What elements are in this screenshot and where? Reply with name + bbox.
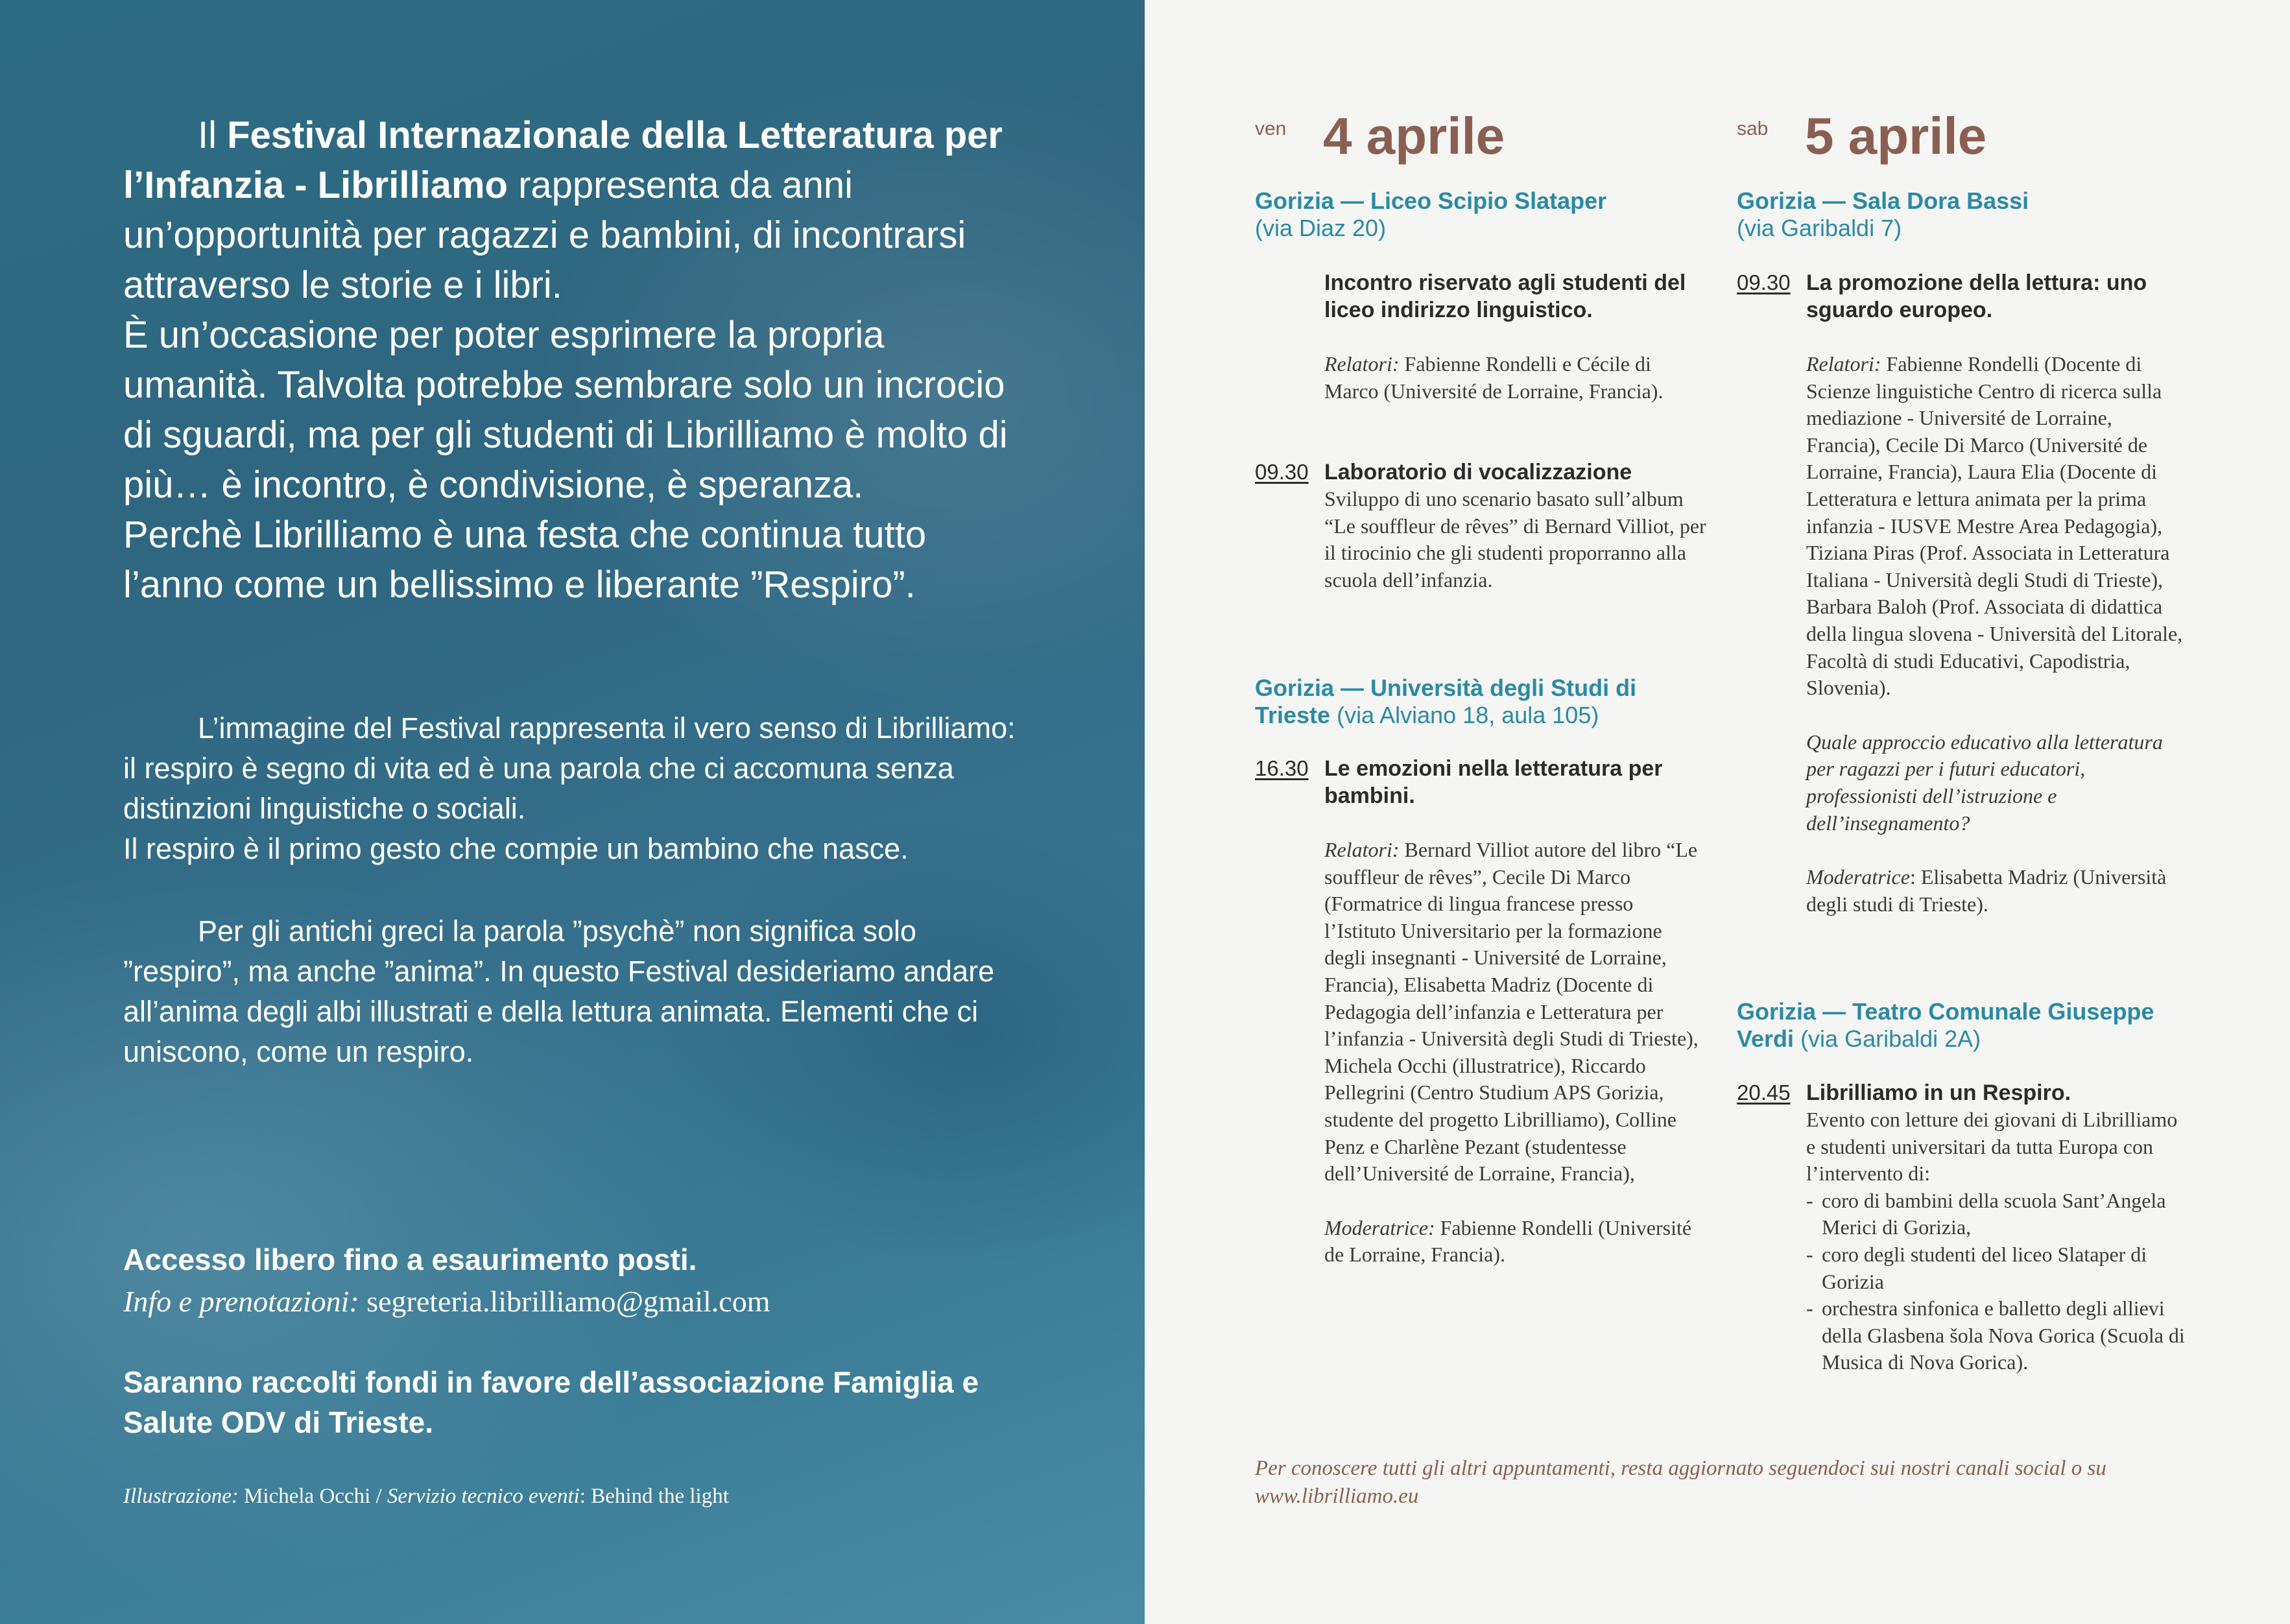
footer-note: Per conoscere tutti gli altri appuntamenti, resta aggiornato seguendoci sui nostri canali social o su www.librilliamo.eu <box>1255 1457 2106 1508</box>
event-title: Laboratorio di vocalizzazione <box>1324 460 1632 484</box>
credits <box>123 1482 1064 1511</box>
venue-heading <box>1255 187 1696 242</box>
intro-paragraph <box>123 110 1031 610</box>
event-speakers <box>1324 351 1707 405</box>
day-title: 4 aprile <box>1323 107 1505 165</box>
intro-line3: Perchè Librilliamo è una festa che continua tutto l’anno come un bellissimo e liberante ”Respiro”. <box>123 514 927 606</box>
event-moderator <box>1806 864 2189 918</box>
intro-rest: rappresenta da anni un’opportunità per ragazzi e bambini, di incontrarsi attraverso le storie e i libri. <box>123 164 966 306</box>
event-title: La promozione della lettura: uno sguardo europeo. <box>1806 270 2147 322</box>
speakers-text: Fabienne Rondelli e Cécile di Marco (Université de Lorraine, Francia). <box>1324 352 1664 403</box>
event-description: Evento con letture dei giovani di Librilliamo e studenti universitari da tutta Europa con l’intervento di: <box>1806 1108 2178 1186</box>
venue-heading <box>1255 675 1696 729</box>
event-time: 09.30 <box>1737 270 1791 294</box>
list-item: - orchestra sinfonica e balletto degli allievi della Glasbena šola Nova Gorica (Scuola di Musica di Nova Gorica). <box>1806 1295 2189 1376</box>
day-title: 5 aprile <box>1805 107 1987 165</box>
event-title: Incontro riservato agli studenti del liceo indirizzo linguistico. <box>1324 270 1686 322</box>
event-body <box>1324 755 1707 1269</box>
tech-service-label: Servizio tecnico eventi <box>387 1485 580 1508</box>
intro-line2: È un’occasione per poter esprimere la propria umanità. Talvolta potrebbe sembrare solo un incrocio di sguardi, ma per gli studenti di Librilliamo è molto di più… è incontro, è condivisione, è speranza. <box>123 314 1008 506</box>
speakers-label: Relatori: <box>1806 352 1881 376</box>
venue-name: Gorizia — Liceo Scipio Slataper <box>1255 187 1607 214</box>
question-text: Quale approccio educativo alla letteratura per ragazzi per i futuri educatori, professionisti dell’istruzione e dell’insegnamento? <box>1806 730 2163 835</box>
event-speakers <box>1806 351 2189 702</box>
event-time: 20.45 <box>1737 1081 1791 1105</box>
day-abbr: ven <box>1255 118 1287 139</box>
psyche-text: Per gli antichi greci la parola ”psychè” non significa solo ”respiro”, ma anche ”anima”. In questo Festival desideriamo andare all’anima degli albi illustrati e della lettura animata. Elementi che ci uniscono, come un respiro. <box>123 914 995 1068</box>
event-description: Sviluppo di uno scenario basato sull’album “Le souffleur de rêves” di Bernard Villiot, per il tirocinio che gli studenti proporranno alla scuola dell’infanzia. <box>1324 487 1706 591</box>
venue-name: Gorizia — Università degli Studi di Trieste <box>1255 675 1637 728</box>
event-time: 09.30 <box>1255 460 1309 484</box>
event-moderator <box>1324 1215 1707 1269</box>
moderator-text: Fabienne Rondelli (Université de Lorraine, Francia). <box>1324 1215 1692 1267</box>
event-body <box>1324 459 1707 593</box>
speakers-label: Relatori: <box>1324 352 1400 376</box>
right-panel <box>1145 0 2290 1624</box>
event-title: Le emozioni nella letteratura per bambini. <box>1324 756 1663 808</box>
venue-name: Gorizia — Sala Dora Bassi <box>1737 187 2029 214</box>
venue-address: (via Garibaldi 7) <box>1737 215 1902 241</box>
list-item: - coro di bambini della scuola Sant’Angela Merici di Gorizia, <box>1806 1188 2189 1241</box>
event-body <box>1806 269 2189 918</box>
image-paragraph <box>123 708 1031 869</box>
psyche-paragraph <box>123 911 1031 1072</box>
tech-service-name: : Behind the light <box>579 1485 729 1508</box>
image-text2: Il respiro è il primo gesto che compie un bambino che nasce. <box>123 832 909 865</box>
event-time: 16.30 <box>1255 756 1309 780</box>
day-abbr: sab <box>1737 118 1769 139</box>
event-question <box>1806 729 2189 837</box>
info-email-link[interactable]: segreteria.librilliamo@gmail.com <box>366 1285 770 1318</box>
info-label: Info e prenotazioni: <box>123 1285 359 1318</box>
speakers-text: Bernard Villiot autore del libro “Le souffleur de rêves”, Cecile Di Marco (Formatrice di lingua francese presso l’Istituto Universitario per la formazione degli insegnanti - Université de Lorraine, Francia), Elisabetta Madriz (Docente di Pedagogia dell’infanzia e Letteratura per l’infanzia - Università degli Studi di Trieste), Michela Occhi (illustratrice), Riccardo Pellegrini (Centro Studium APS Gorizia, studente del progetto Librilliamo), Colline Penz e Charlène Pezant (studentesse dell’Université de Lorraine, Francia), <box>1324 838 1699 1186</box>
moderator-text: : Elisabetta Madriz (Università degli studi di Trieste). <box>1806 865 2167 916</box>
speakers-label: Relatori: <box>1324 838 1400 861</box>
performers-list <box>1806 1188 2189 1376</box>
venue-address: (via Diaz 20) <box>1255 215 1387 241</box>
event-speakers <box>1324 837 1707 1188</box>
venue-heading <box>1737 998 2178 1053</box>
venue-heading <box>1737 187 2178 242</box>
illustrator-name: Michela Occhi <box>244 1485 371 1508</box>
info-line <box>123 1281 1064 1322</box>
list-item: - coro degli studenti del liceo Slataper di Gorizia <box>1806 1241 2189 1295</box>
venue-address: (via Garibaldi 2A) <box>1794 1025 1981 1052</box>
venue-name: Gorizia — Teatro Comunale Giuseppe Verdi <box>1737 998 2154 1052</box>
moderator-label: Moderatrice: <box>1324 1215 1435 1239</box>
venue-address: (via Alviano 18, aula 105) <box>1330 702 1599 728</box>
moderator-label: Moderatrice <box>1806 865 1910 889</box>
event-body <box>1806 1079 2189 1376</box>
illustration-label: Illustrazione: <box>123 1485 239 1508</box>
image-text: L’immagine del Festival rappresenta il vero senso di Librilliamo: il respiro è segno di vita ed è una parola che ci accomuna senza distinzioni linguistiche o sociali. <box>123 711 1016 825</box>
funds-note: Saranno raccolti fondi in favore dell’associazione Famiglia e Salute ODV di Trieste. <box>123 1365 979 1439</box>
event-title: Librilliamo in un Respiro. <box>1806 1081 2071 1105</box>
intro-pre: Il <box>198 114 228 156</box>
credits-separator: / <box>370 1485 387 1508</box>
access-note: Accesso libero fino a esaurimento posti. <box>123 1243 697 1276</box>
speakers-text: Fabienne Rondelli (Docente di Scienze linguistiche Centro di ricerca sulla mediazione - Université de Lorraine, Francia), Cecile Di Marco (Université de Lorraine, Francia), Laura Elia (Docente di Letteratura e lettura animata per la prima infanzia - IUSVE Mestre Area Pedagogia), Tiziana Piras (Prof. Associata in Letteratura Italiana - Università degli Studi di Trieste), Barbara Baloh (Prof. Associata di didattica della lingua slovena - Università del Litorale, Facoltà di studi Educativi, Capodistria, Slovenia). <box>1806 352 2183 700</box>
event-body <box>1324 269 1707 405</box>
festival-name: Festival Internazionale della Letteratura per l’Infanzia - Librilliamo <box>123 114 1003 206</box>
